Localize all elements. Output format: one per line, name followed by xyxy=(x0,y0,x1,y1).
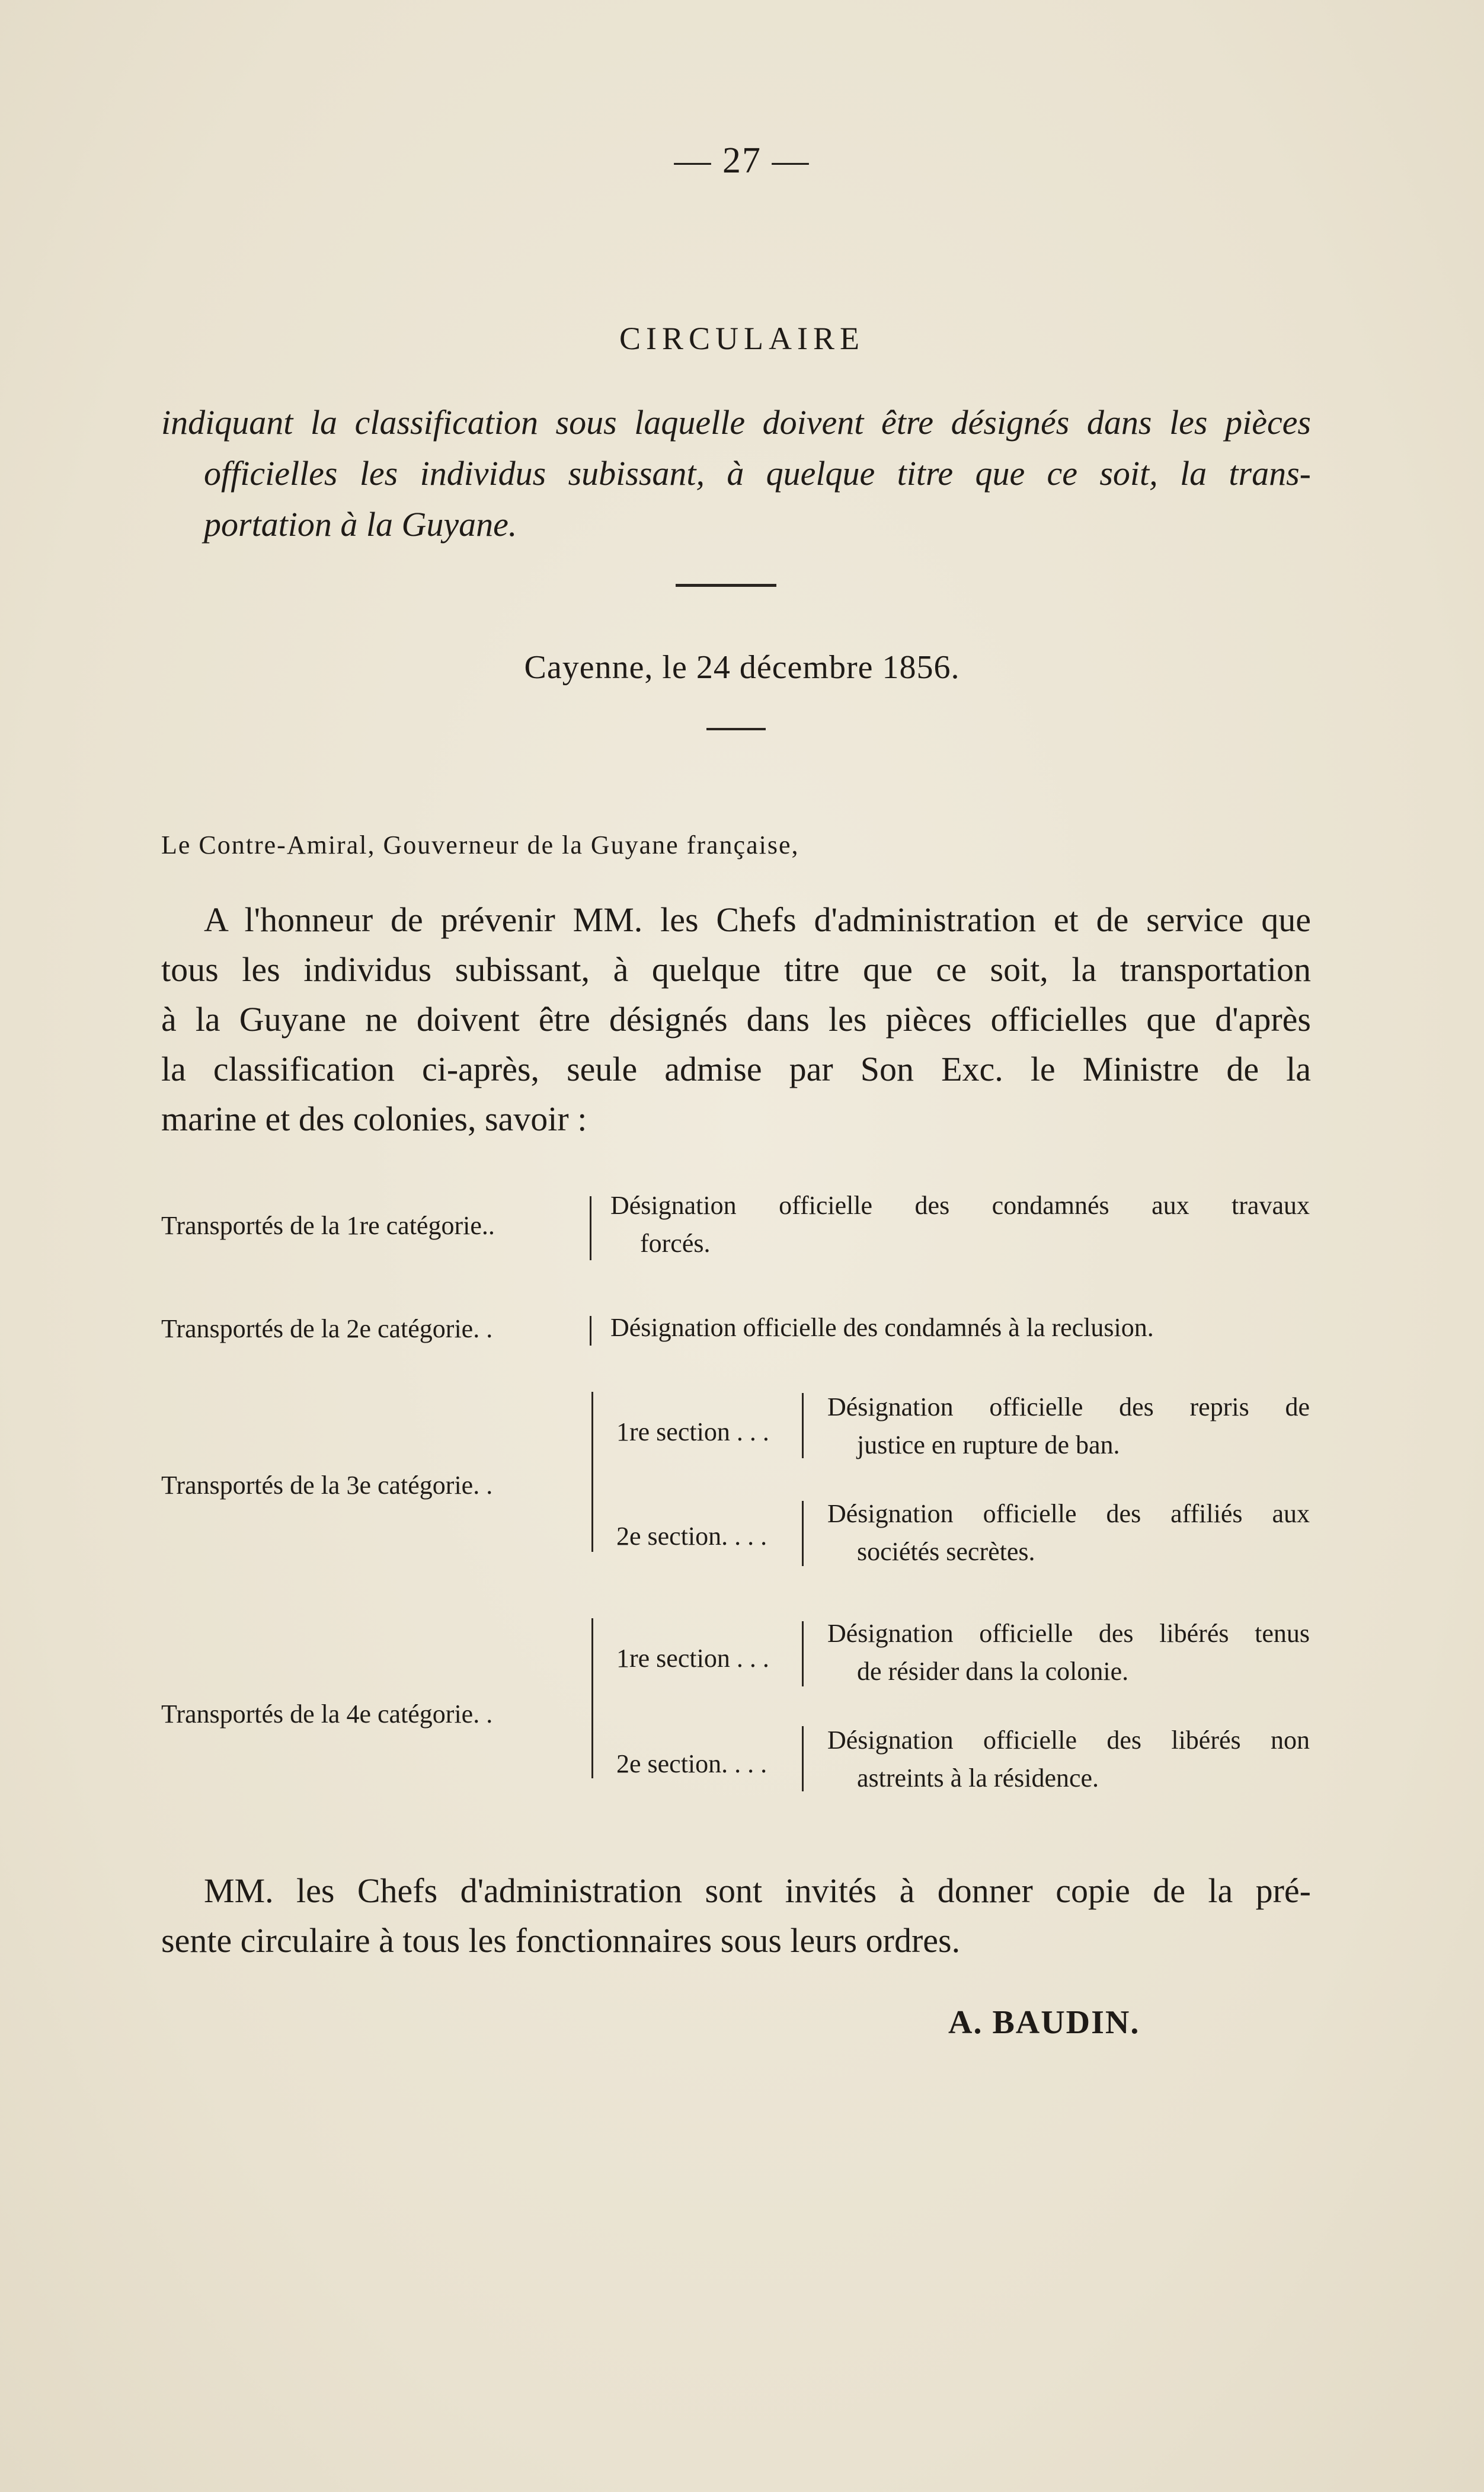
signature: A. BAUDIN. xyxy=(948,2004,1140,2041)
closing-line: MM. les Chefs d'administration sont invités à donner copie de la pré- xyxy=(204,1871,1311,1910)
definition-line: Désignation officielle des libérés tenus xyxy=(827,1619,1310,1648)
category-4-label: Transportés de la 4e catégorie. . xyxy=(161,1699,493,1729)
brace xyxy=(802,1501,804,1566)
body-line: A l'honneur de prévenir MM. les Chefs d'administration et de service que xyxy=(204,900,1311,939)
subtitle-line: indiquant la classification sous laquelle doivent être désignés dans les pièces xyxy=(161,403,1311,442)
closing-paragraph xyxy=(161,1866,1311,1966)
brace xyxy=(802,1393,804,1458)
category-2-label: Transportés de la 2e catégorie. . xyxy=(161,1314,493,1343)
category-1-label: Transportés de la 1re catégorie.. xyxy=(161,1211,495,1240)
document-title: CIRCULAIRE xyxy=(619,321,865,356)
closing-line: sente circulaire à tous les fonctionnaires sous leurs ordres. xyxy=(161,1921,961,1960)
category-4-section-1-definition xyxy=(827,1615,1310,1691)
category-3-section-1-label: 1re section . . . xyxy=(616,1417,769,1446)
definition-line: sociétés secrètes. xyxy=(857,1537,1035,1566)
category-2-definition: Désignation officielle des condamnés à la reclusion. xyxy=(610,1313,1154,1342)
category-3-section-2-label: 2e section. . . . xyxy=(616,1522,767,1551)
category-4-section-1-label: 1re section . . . xyxy=(616,1644,769,1673)
page-number: — 27 — xyxy=(674,140,810,181)
definition-line: Désignation officielle des repris de xyxy=(827,1392,1310,1421)
body-line: la classification ci-après, seule admise par Son Exc. le Ministre de la xyxy=(161,1050,1311,1088)
subtitle-line: portation à la Guyane. xyxy=(204,505,517,544)
category-4-section-2-label: 2e section. . . . xyxy=(616,1749,767,1778)
category-4-section-2-definition xyxy=(827,1721,1310,1797)
brace xyxy=(590,1196,591,1260)
subtitle-line: officielles les individus subissant, à quelque titre que ce soit, la trans- xyxy=(204,454,1311,493)
definition-line: Désignation officielle des affiliés aux xyxy=(827,1499,1310,1528)
body-paragraph xyxy=(161,895,1311,1144)
category-3-section-2-definition xyxy=(827,1495,1310,1571)
definition-line: de résider dans la colonie. xyxy=(857,1657,1129,1686)
body-line: tous les individus subissant, à quelque titre que ce soit, la transportation xyxy=(161,950,1311,989)
category-3-label: Transportés de la 3e catégorie. . xyxy=(161,1471,493,1500)
brace xyxy=(802,1726,804,1791)
body-line: marine et des colonies, savoir : xyxy=(161,1100,587,1138)
document-subtitle xyxy=(161,397,1311,550)
author-heading: Le Contre-Amiral, Gouverneur de la Guyane française, xyxy=(161,830,799,860)
category-1-definition xyxy=(610,1187,1310,1263)
body-line: à la Guyane ne doivent être désignés dans les pièces officielles que d'après xyxy=(161,1000,1311,1039)
category-3-section-1-definition xyxy=(827,1388,1310,1464)
definition-line: justice en rupture de ban. xyxy=(857,1430,1120,1459)
brace xyxy=(590,1316,591,1346)
brace xyxy=(591,1392,593,1552)
brace xyxy=(591,1618,593,1778)
definition-line: forcés. xyxy=(640,1229,711,1258)
divider-rule xyxy=(706,728,766,730)
definition-line: astreints à la résidence. xyxy=(857,1763,1099,1793)
brace xyxy=(802,1621,804,1686)
definition-line: Désignation officielle des libérés non xyxy=(827,1726,1310,1755)
divider-rule xyxy=(676,584,776,587)
definition-line: Désignation officielle des condamnés aux travaux xyxy=(610,1191,1310,1220)
place-date: Cayenne, le 24 décembre 1856. xyxy=(524,649,960,686)
